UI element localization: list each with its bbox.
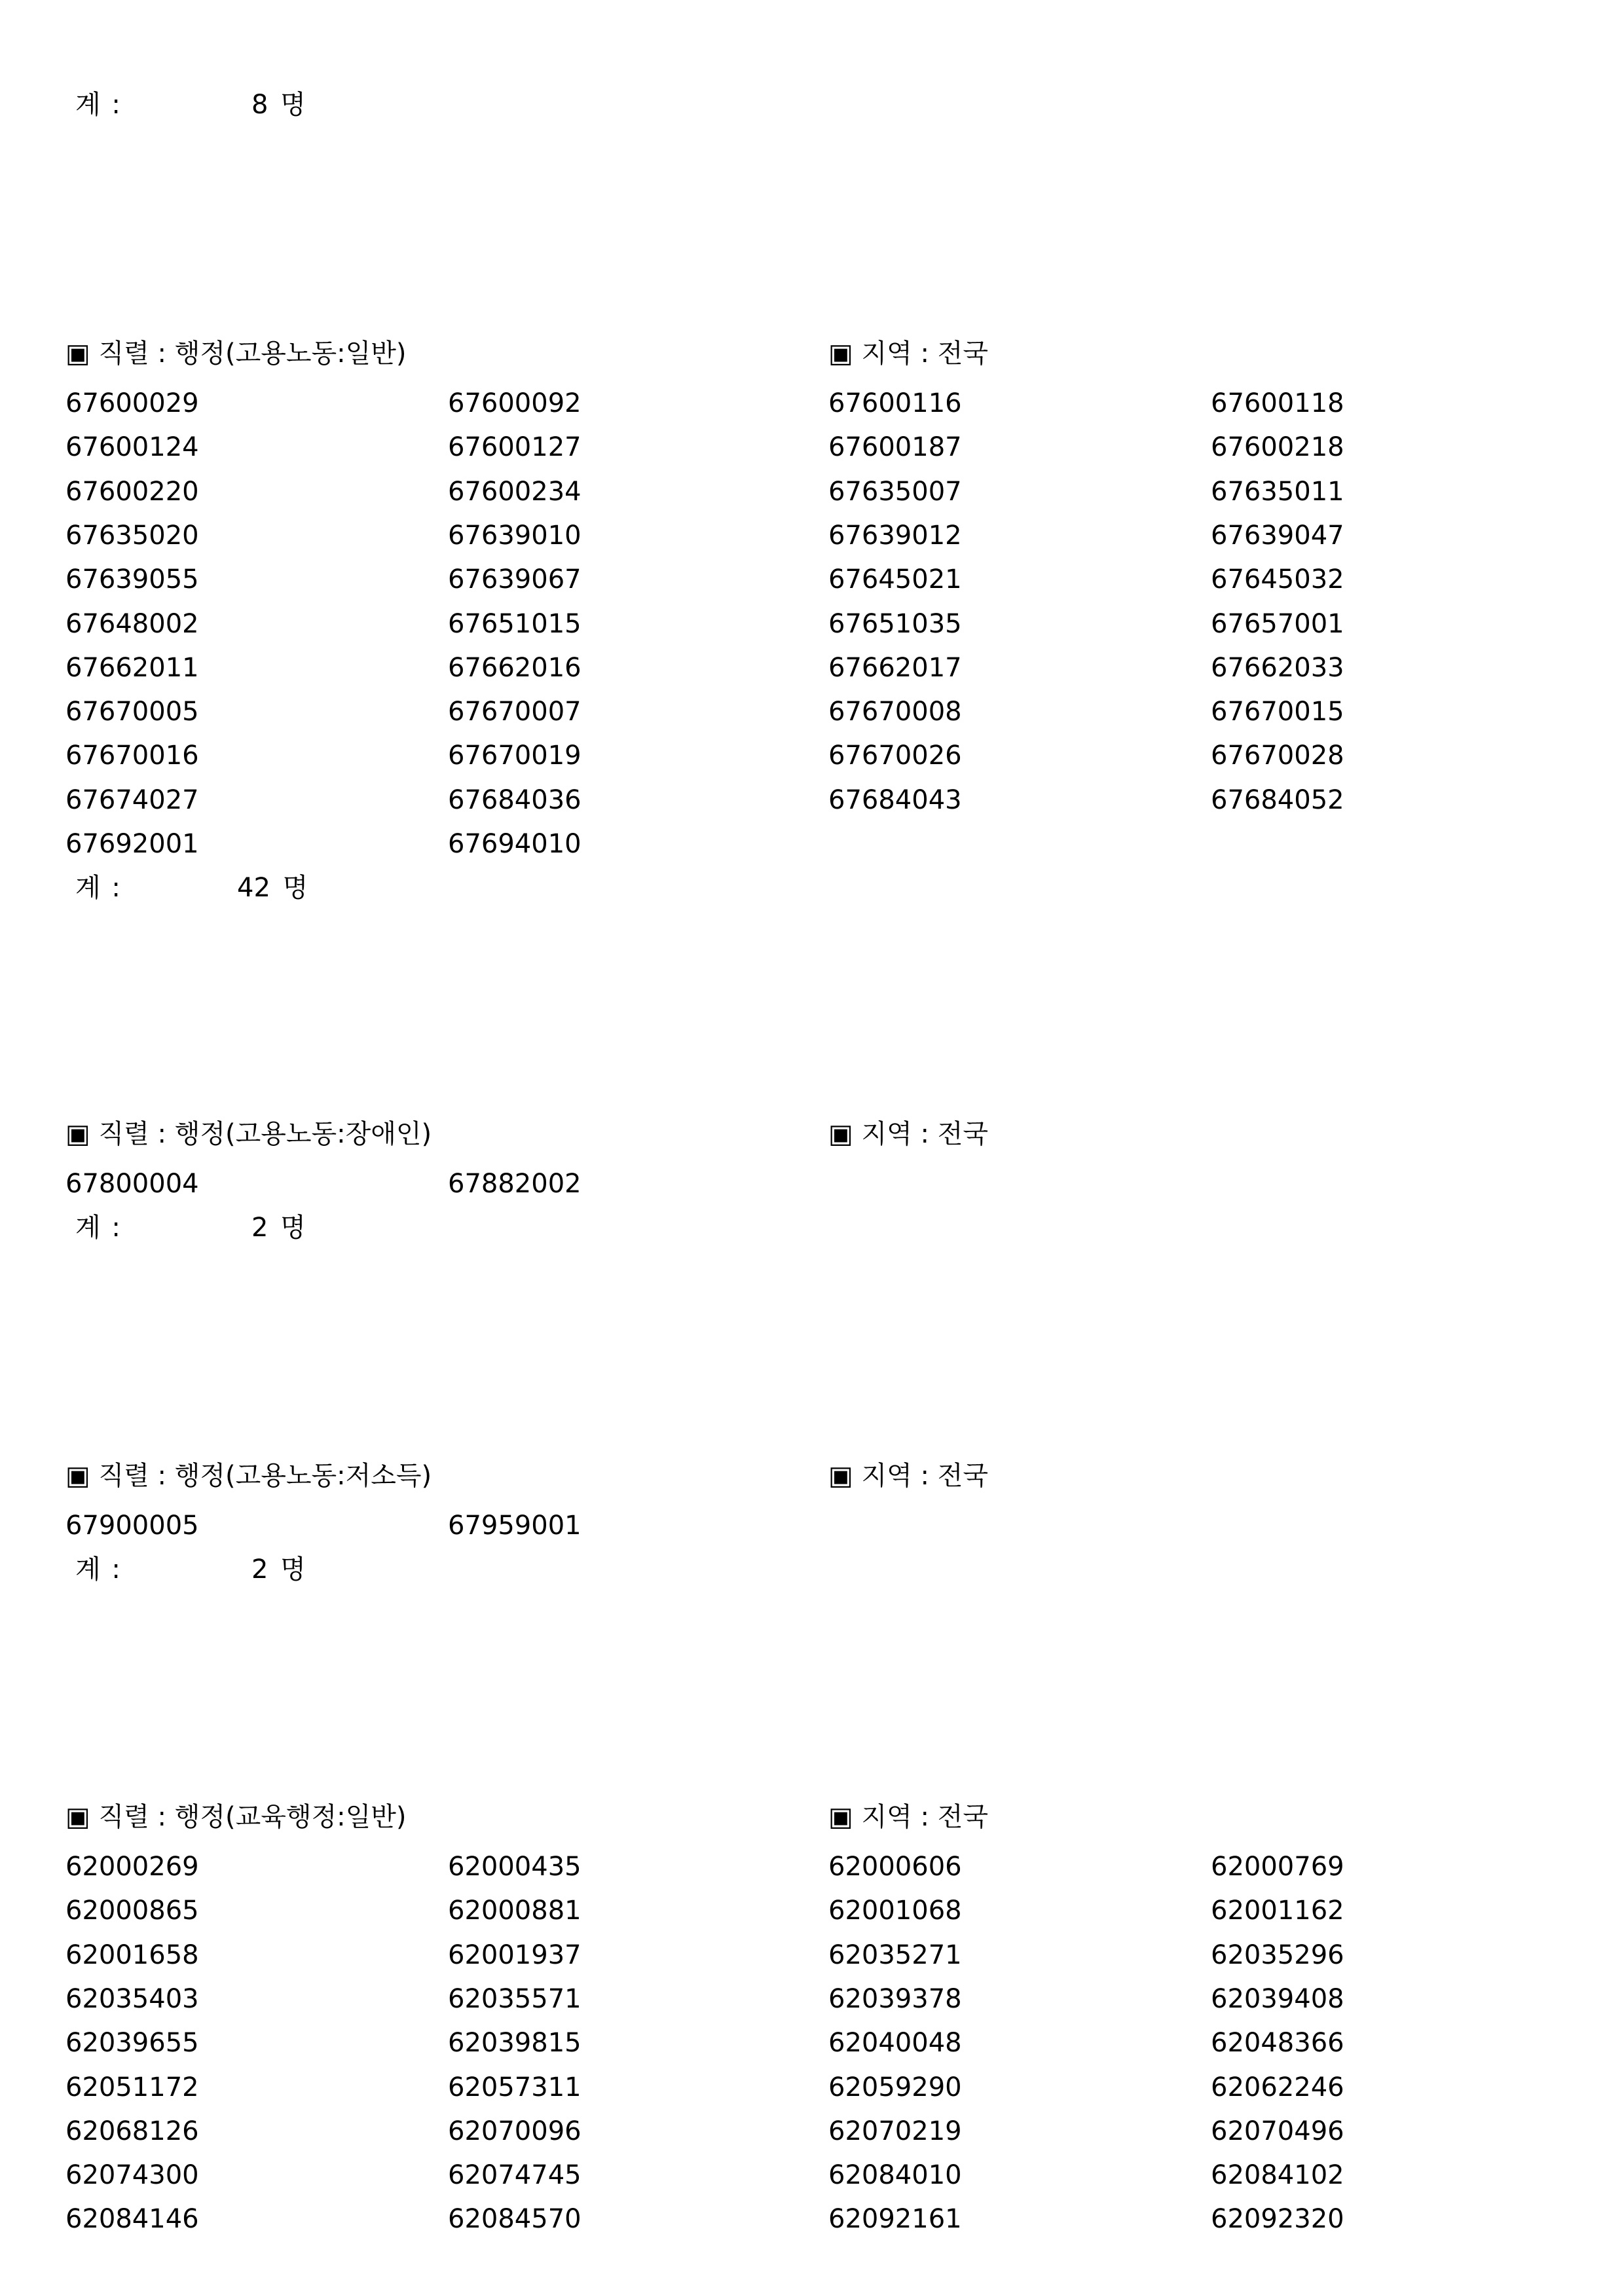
applicant-number: 62000435 [448,1852,581,1882]
applicant-number: 62070496 [1211,2116,1344,2146]
applicant-number: 62070219 [828,2116,962,2146]
applicant-number: 67639047 [1211,520,1344,551]
applicant-number: 67600124 [65,432,199,463]
applicant-number: 62035271 [828,1939,962,1970]
applicant-number: 67600118 [1211,388,1344,418]
applicant-number: 62051172 [65,2072,199,2102]
applicant-number: 67639012 [828,520,962,551]
section-region: ▣ 지역 : 전국 [828,1119,988,1149]
applicant-number: 62057311 [448,2072,581,2102]
applicant-number: 62040048 [828,2028,962,2059]
section-total-count: 42 명 [237,873,308,904]
applicant-number: 67662017 [828,652,962,683]
applicant-number: 62001937 [448,1939,581,1970]
applicant-number: 67670015 [1211,697,1344,727]
applicant-number: 67674027 [65,784,199,815]
section-total-label: 계 : [75,1213,122,1243]
applicant-number: 62035571 [448,1983,581,2014]
applicant-number: 67600092 [448,388,581,418]
applicant-number: 62039655 [65,2028,199,2059]
applicant-number: 67600127 [448,432,581,463]
applicant-number: 67692001 [65,829,199,859]
applicant-number: 67639055 [65,564,199,595]
applicant-number: 67600029 [65,388,199,418]
top-total-count: 8 명 [251,90,306,120]
applicant-number: 67648002 [65,608,199,639]
applicant-number: 62084010 [828,2160,962,2191]
applicant-number: 67882002 [448,1169,581,1199]
applicant-number: 62070096 [448,2116,581,2146]
applicant-number: 67600220 [65,476,199,507]
applicant-number: 62000606 [828,1852,962,1882]
applicant-number: 62092161 [828,2204,962,2235]
applicant-number: 67662011 [65,652,199,683]
section-region: ▣ 지역 : 전국 [828,1802,988,1832]
applicant-number: 67670026 [828,741,962,771]
applicant-number: 62062246 [1211,2072,1344,2102]
applicant-number: 62059290 [828,2072,962,2102]
section-total-count: 2 명 [251,1213,306,1243]
applicant-number: 67600116 [828,388,962,418]
applicant-number: 62074300 [65,2160,199,2191]
applicant-number: 62001068 [828,1896,962,1926]
applicant-number: 67694010 [448,829,581,859]
applicant-number: 62039815 [448,2028,581,2059]
applicant-number: 67684036 [448,784,581,815]
section-region: ▣ 지역 : 전국 [828,1461,988,1491]
applicant-number: 62084570 [448,2204,581,2235]
applicant-number: 67900005 [65,1511,199,1541]
section-total-label: 계 : [75,1554,122,1585]
applicant-number: 67600218 [1211,432,1344,463]
applicant-number: 62084146 [65,2204,199,2235]
section-total-label: 계 : [75,873,122,904]
applicant-number: 62048366 [1211,2028,1344,2059]
applicant-number: 67600187 [828,432,962,463]
applicant-number: 62035403 [65,1983,199,2014]
applicant-number: 67670005 [65,697,199,727]
applicant-number: 67635007 [828,476,962,507]
applicant-number: 67670019 [448,741,581,771]
section-category: ▣ 직렬 : 행정(고용노동:저소득) [65,1461,432,1491]
applicant-number: 62039408 [1211,1983,1344,2014]
applicant-number: 67639067 [448,564,581,595]
section-category: ▣ 직렬 : 행정(고용노동:장애인) [65,1119,432,1149]
applicant-number: 67635020 [65,520,199,551]
applicant-number: 62068126 [65,2116,199,2146]
applicant-number: 62035296 [1211,1939,1344,1970]
applicant-number: 67662016 [448,652,581,683]
applicant-number: 67651015 [448,608,581,639]
applicant-number: 67657001 [1211,608,1344,639]
applicant-number: 62000269 [65,1852,199,1882]
applicant-number: 67800004 [65,1169,199,1199]
applicant-number: 62084102 [1211,2160,1344,2191]
section-category: ▣ 직렬 : 행정(교육행정:일반) [65,1802,407,1832]
applicant-number: 62074745 [448,2160,581,2191]
applicant-number: 62039378 [828,1983,962,2014]
section-category: ▣ 직렬 : 행정(고용노동:일반) [65,339,407,369]
applicant-number: 62092320 [1211,2204,1344,2235]
applicant-number: 67639010 [448,520,581,551]
top-total-label: 계 : [75,90,122,120]
applicant-number: 62001658 [65,1939,199,1970]
applicant-number: 67670016 [65,741,199,771]
applicant-number: 62000769 [1211,1852,1344,1882]
section-region: ▣ 지역 : 전국 [828,339,988,369]
applicant-number: 67670008 [828,697,962,727]
applicant-number: 67635011 [1211,476,1344,507]
applicant-number: 67684043 [828,784,962,815]
applicant-number: 67600234 [448,476,581,507]
applicant-number: 67684052 [1211,784,1344,815]
applicant-number: 62000865 [65,1896,199,1926]
applicant-number: 67959001 [448,1511,581,1541]
applicant-number: 67645021 [828,564,962,595]
section-total-count: 2 명 [251,1554,306,1585]
applicant-number: 67651035 [828,608,962,639]
applicant-number: 67645032 [1211,564,1344,595]
applicant-number: 67670007 [448,697,581,727]
applicant-number: 67662033 [1211,652,1344,683]
applicant-number: 67670028 [1211,741,1344,771]
applicant-number: 62000881 [448,1896,581,1926]
applicant-number: 62001162 [1211,1896,1344,1926]
